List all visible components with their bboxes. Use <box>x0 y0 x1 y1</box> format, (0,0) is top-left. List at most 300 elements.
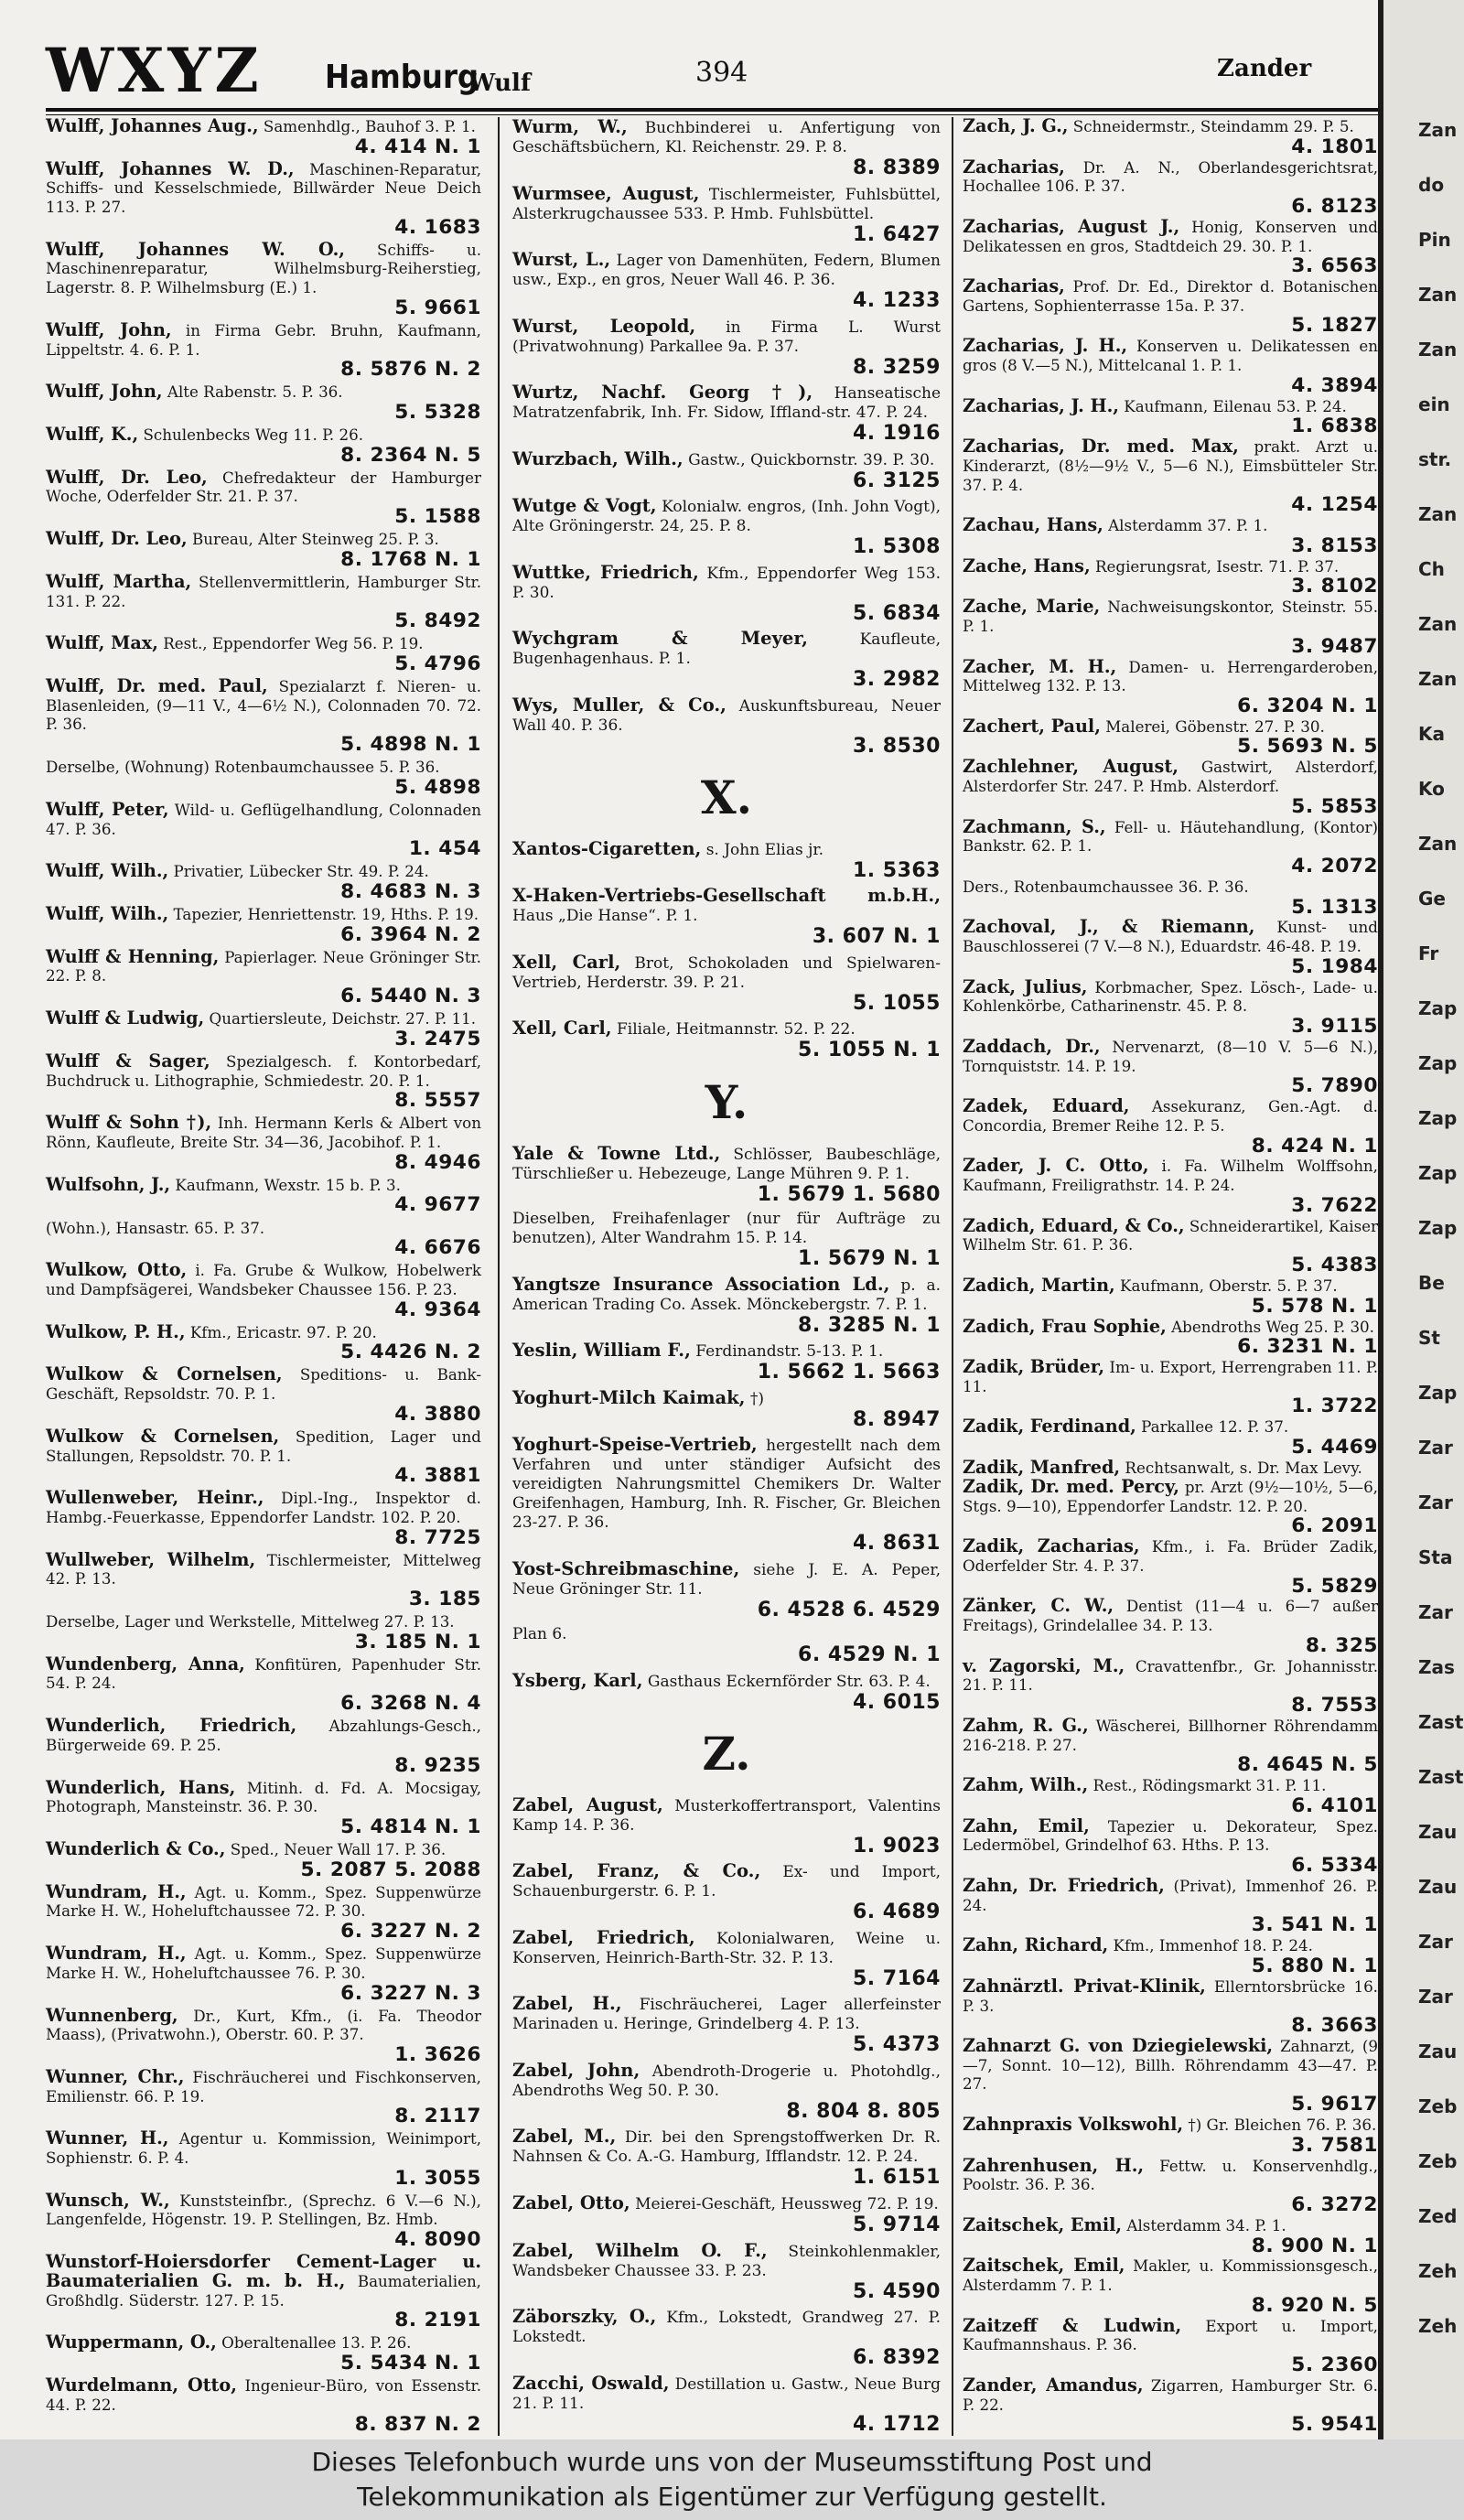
listing-entry <box>46 1052 481 1112</box>
entry-details: Schneidermstr., Steindamm 29. P. 5. <box>1072 117 1354 135</box>
guide-word-right: Zander <box>1217 55 1312 82</box>
entry-phone: 4. 3881 <box>394 1464 481 1488</box>
entry-details: in Firma L. Wurst (Privatwohnung) Parkallee 9a. P. 37. <box>512 318 941 356</box>
entry-details: Abendroth-Drogerie u. Photohdlg., Abendroths Weg 50. P. 30. <box>512 2062 941 2100</box>
entry-phone: 3. 2475 <box>394 1027 481 1050</box>
entry-details: Cravattenfbr., Gr. Johannisstr. 21. P. 11. <box>963 1656 1378 1695</box>
entry-name: Zadich, Eduard, & Co., <box>963 1214 1185 1236</box>
entry-phone: 6. 3272 <box>1291 2192 1378 2216</box>
entry-phone: 6. 3964 N. 2 <box>340 922 481 946</box>
entry-details: Rest., Eppendorfer Weg 56. P. 19. <box>163 634 424 653</box>
listing-entry <box>46 1009 481 1050</box>
entry-details: Damen- u. Herrengarderoben, Mittelweg 132. P. 13. <box>963 657 1378 695</box>
entry-details: p. a. American Trading Co. Assek. Mönckebergstr. 7. P. 1. <box>512 1276 942 1314</box>
entry-details: Kaufmann, Oberstr. 5. P. 37. <box>1120 1276 1338 1295</box>
entry-name: Zacharias, August J., <box>963 215 1180 237</box>
entry-details: Regierungsrat, Isestr. 71. P. 37. <box>1094 556 1340 576</box>
entry-details: Alte Rabenstr. 5. P. 36. <box>167 382 343 402</box>
footer-line-1: Dieses Telefonbuch wurde uns von der Museumsstiftung Post und <box>311 2447 1153 2477</box>
edge-text-fragment: Sta <box>1418 1546 1453 1568</box>
listing-entry <box>963 1714 1379 1777</box>
listing-entry <box>512 382 941 445</box>
listing-entry <box>512 2307 941 2369</box>
listing-entry <box>46 677 481 756</box>
listing-entry <box>963 918 1378 977</box>
entry-details: Nervenarzt, (8—10 V. 5—6 N.), Tornquiststr. 14. P. 19. <box>963 1037 1379 1075</box>
listing-entry <box>46 798 481 861</box>
entry-phone: 5. 1313 <box>1291 895 1378 919</box>
entry-phone: 4. 3894 <box>1291 373 1378 397</box>
entry-phone: 8. 3663 <box>1291 2014 1378 2038</box>
entry-phone: 6. 8392 <box>852 2346 941 2370</box>
listing-entry <box>512 1018 941 1061</box>
entry-details: Tapezier u. Dekorateur, Spez. Ledermöbel, Grindelhof 63. Hths. P. 13. <box>963 1816 1378 1855</box>
listing-entry <box>512 449 941 492</box>
listing-entry <box>512 496 941 558</box>
entry-name: Wulff, Wilh., <box>46 860 169 882</box>
entry-phone: 8. 2191 <box>394 2309 481 2332</box>
entry-phone: 4. 414 N. 1 <box>354 135 481 158</box>
entry-details: Buchbinderei u. Anfertigung von Geschäftsbüchern, Kl. Reichenstr. 29. P. 8. <box>512 119 942 156</box>
listing-entry <box>46 530 481 570</box>
footer-line-2: Telekommunikation als Eigentümer zur Verfügung gestellt. <box>357 2482 1107 2512</box>
entry-phone: 6. 4529 N. 1 <box>798 1643 941 1667</box>
entry-name: Zaitschek, Emil, <box>963 2213 1123 2235</box>
listing-entry <box>512 1559 941 1621</box>
entry-name: Xantos-Cigaretten, <box>512 837 702 859</box>
entry-phone: 6. 3204 N. 1 <box>1237 694 1378 717</box>
entry-name: Zahm, R. G., <box>963 1714 1089 1736</box>
section-heading: Y. <box>705 1074 748 1129</box>
entry-name: Zadik, Ferdinand, <box>963 1416 1136 1438</box>
entry-phone: 3. 7622 <box>1291 1193 1378 1217</box>
entry-name: Zacher, M. H., <box>963 655 1117 677</box>
listing-entry <box>46 1489 481 1548</box>
entry-name: Xell, Carl, <box>512 1018 612 1039</box>
listing-entry <box>46 1114 481 1173</box>
listing-entry <box>963 815 1378 878</box>
listing-entry <box>963 1417 1378 1458</box>
entry-details: Spezialgesch. f. Kontorbedarf, Buchdruck u. Lithographie, Schmiedestr. 20. P. 1. <box>46 1051 481 1090</box>
entry-details: Agentur u. Kommission, Weinimport, Sophienstr. 6. P. 4. <box>46 2129 481 2168</box>
entry-phone: 5. 8492 <box>394 609 481 633</box>
entry-name: Wulkow, P. H., <box>46 1320 186 1342</box>
entry-details: Kfm., Eppendorfer Weg 153. P. 30. <box>512 564 942 602</box>
entry-phone: 3. 8153 <box>1291 533 1378 557</box>
entry-name: Wunstorf-Hoiersdorfer Cement-Lager u. Baumaterialien G. m. b. H., <box>46 2251 481 2291</box>
entry-name: Zabel, M., <box>512 2126 617 2148</box>
entry-phone: 8. 900 N. 1 <box>1251 2234 1378 2257</box>
entry-name: Zach, J. G., <box>963 115 1069 136</box>
entry-details: Nachweisungskontor, Steinstr. 55. P. 1. <box>963 598 1378 635</box>
listing-entry <box>963 2314 1378 2377</box>
edge-text-fragment: Ka <box>1418 723 1445 745</box>
entry-details: Sped., Neuer Wall 17. P. 36. <box>230 1840 447 1859</box>
listing-entry <box>963 557 1378 598</box>
entry-details: Dr., Kurt, Kfm., (i. Fa. Theodor Maass), (Privatwohn.), Oberstr. 60. P. 37. <box>46 2006 481 2044</box>
entry-name: Zahn, Dr. Friedrich, <box>963 1875 1165 1897</box>
listing-entry <box>512 953 941 1015</box>
entry-details: Kolonialwaren, Weine u. Konserven, Heinrich-Barth-Str. 32. P. 13. <box>512 1929 941 1967</box>
entry-phone: 1. 3626 <box>394 2042 481 2066</box>
entry-phone: 6. 5440 N. 3 <box>340 985 481 1008</box>
entry-name: Zabel, Franz, & Co., <box>512 1860 761 1882</box>
listing-entry <box>963 2116 1378 2156</box>
entry-name: Wurtz, Nachf. Georg †), <box>512 382 813 404</box>
entry-phone: 5. 1827 <box>1291 314 1378 338</box>
listing-entry <box>512 2193 941 2236</box>
entry-name: Wulff, Max, <box>46 632 158 654</box>
entry-name: Yale & Towne Ltd., <box>512 1142 721 1164</box>
listing-entry <box>512 2061 941 2123</box>
entry-name: Wunner, H., <box>46 2127 169 2149</box>
entry-phone: 6. 4101 <box>1291 1793 1378 1817</box>
entry-details: Fell- u. Häutehandlung, (Kontor) Bankstr. 62. P. 1. <box>963 817 1378 856</box>
entry-details: Oberaltenallee 13. P. 26. <box>221 2333 412 2353</box>
entry-details: Gastw., Quickbornstr. 39. P. 30. <box>688 450 935 469</box>
entry-phone: 4. 1683 <box>394 215 481 239</box>
listing-entry <box>512 2374 941 2436</box>
entry-phone: 5. 6834 <box>852 601 941 625</box>
entry-details: Schiffs- u. Maschinenreparatur, Wilhelmsburg-Reiherstieg, Lagerstr. 8. P. Wilhelmsburg (E.) 1. <box>46 240 482 297</box>
entry-phone: 6. 3125 <box>852 468 941 492</box>
entry-details: Prof. Dr. Ed., Direktor d. Botanischen Gartens, Sophienterrasse 15a. P. 37. <box>963 277 1378 315</box>
entry-name: Wychgram & Meyer, <box>512 628 808 650</box>
column-divider <box>498 117 500 2436</box>
edge-text-fragment: str. <box>1418 448 1452 470</box>
entry-details: Hanseatische Matratzenfabrik, Inh. Fr. Sidow, Iffland-str. 47. P. 24. <box>512 384 942 423</box>
entry-details: pr. Arzt (9½—10½, 5—6, Stgs. 9—10), Eppendorfer Landstr. 12. P. 20. <box>963 1477 1378 1515</box>
listing-entry <box>46 2189 481 2252</box>
listing-entry <box>963 1459 1378 1478</box>
edge-text-fragment: Zeb <box>1418 2095 1458 2117</box>
listing-entry <box>512 1994 941 2056</box>
listing-entry <box>46 1427 481 1487</box>
listing-entry <box>46 1320 481 1364</box>
entry-name: Zacchi, Oswald, <box>512 2372 670 2394</box>
entry-phone: 1. 3055 <box>394 2166 481 2190</box>
entry-name: Zacharias, J. H., <box>963 394 1119 416</box>
city-title: Hamburg <box>325 59 479 96</box>
edge-text-fragment: Fr <box>1418 942 1439 964</box>
listing-entry <box>46 1365 481 1425</box>
entry-phone: 8. 7553 <box>1291 1694 1378 1717</box>
entry-name: Zabel, Friedrich, <box>512 1926 695 1948</box>
listing-entry <box>963 117 1378 157</box>
entry-details: Papierlager. Neue Gröninger Str. 22. P. 8. <box>46 947 481 985</box>
entry-details: Wäscherei, Billhorner Röhrendamm 216-218. P. 27. <box>963 1716 1379 1754</box>
entry-name: Wutge & Vogt, <box>512 495 657 517</box>
edge-text-fragment: Zan <box>1418 284 1458 306</box>
entry-phone: 3. 6563 <box>1291 254 1378 278</box>
entry-phone: 1. 6427 <box>852 222 941 246</box>
entry-phone: 5. 4814 N. 1 <box>340 1815 481 1838</box>
entry-phone: 4. 6015 <box>852 1690 941 1714</box>
entry-details: Zigarren, Hamburger Str. 6. P. 22. <box>963 2375 1378 2414</box>
listing-entry <box>46 1717 481 1776</box>
entry-details: Konserven u. Delikatessen en gros (8 V.—5 N.), Mittelcanal 1. P. 1. <box>963 337 1378 374</box>
listing-entry <box>46 1612 481 1653</box>
edge-text-fragment: Zap <box>1418 1382 1458 1404</box>
listing-entry <box>963 1977 1378 2037</box>
entry-details: Abzahlungs-Gesch., Bürgerweide 69. P. 25. <box>46 1717 481 1754</box>
entry-details: Dentist (11—4 u. 6—7 außer Freitags), Grindelallee 34. P. 13. <box>963 1597 1378 1635</box>
entry-name: Wulff & Sohn †), <box>46 1112 212 1134</box>
entry-details: Derselbe, (Wohnung) Rotenbaumchaussee 5. P. 36. <box>46 758 440 777</box>
entry-name: Wulff, John, <box>46 318 172 340</box>
entry-name: Zacharias, <box>963 156 1065 178</box>
entry-details: †) <box>749 1389 764 1408</box>
listing-entry <box>46 425 481 466</box>
entry-details: Derselbe, Lager und Werkstelle, Mittelweg 27. P. 13. <box>46 1612 455 1632</box>
entry-details: †) Gr. Bleichen 76. P. 36. <box>1188 2116 1377 2135</box>
edge-text-fragment: Zar <box>1418 1601 1453 1623</box>
entry-details: Ex- und Import, Schauenburgerstr. 6. P. 1. <box>512 1863 941 1901</box>
listing-entry <box>963 758 1378 817</box>
listing-entry <box>46 570 481 633</box>
listing-entry <box>512 1210 941 1270</box>
entry-details: Tapezier, Henriettenstr. 19, Hths. P. 19. <box>173 905 479 924</box>
listing-entry <box>963 878 1378 918</box>
listing-entry <box>46 1880 481 1944</box>
entry-name: Zadich, Martin, <box>963 1274 1115 1296</box>
listing-entry <box>512 117 941 179</box>
entry-phone: 4. 8090 <box>394 2228 481 2252</box>
entry-name: Zadich, Frau Sophie, <box>963 1315 1167 1337</box>
entry-name: Ysberg, Karl, <box>512 1669 643 1691</box>
listing-entry <box>963 1214 1379 1277</box>
entry-phone: 6. 3227 N. 3 <box>340 1981 481 2005</box>
entry-phone: 8. 4946 <box>394 1150 481 1174</box>
listing-entry <box>963 1597 1378 1656</box>
entry-phone: 6. 4689 <box>852 1901 941 1924</box>
entry-name: Zader, J. C. Otto, <box>963 1155 1149 1177</box>
entry-name: Wulff, Dr. Leo, <box>46 528 188 550</box>
edge-text-fragment: Zar <box>1418 1931 1453 1953</box>
edge-text-fragment: Zeb <box>1418 2150 1458 2172</box>
entry-phone: 8. 3285 N. 1 <box>798 1313 941 1337</box>
entry-phone: 6. 3227 N. 2 <box>340 1920 481 1944</box>
entry-phone: 5. 578 N. 1 <box>1251 1294 1378 1318</box>
listing-entry <box>963 337 1378 396</box>
listing-entry <box>512 184 941 246</box>
entry-phone: 5. 4383 <box>1291 1254 1378 1277</box>
listing-column-1 <box>46 117 490 2436</box>
edge-text-fragment: Zap <box>1418 1217 1458 1239</box>
listing-entry <box>963 2213 1378 2257</box>
listing-entry <box>963 1157 1378 1216</box>
entry-phone: 8. 1768 N. 1 <box>340 547 481 571</box>
entry-phone: 5. 4898 N. 1 <box>340 733 481 757</box>
listing-entry <box>46 1944 481 2004</box>
entry-details: Assekuranz, Gen.-Agt. d. Concordia, Bremer Reihe 12. P. 5. <box>963 1097 1378 1135</box>
entry-phone: 5. 4373 <box>852 2033 941 2057</box>
edge-text-fragment: Ge <box>1418 888 1446 910</box>
entry-details: Malerei, Göbenstr. 27. P. 30. <box>1105 716 1325 736</box>
entry-phone: 8. 4645 N. 5 <box>1237 1753 1378 1777</box>
listing-entry <box>512 1388 941 1431</box>
entry-details: Auskunftsbureau, Neuer Wall 40. P. 36. <box>512 696 941 735</box>
listing-entry <box>512 2127 941 2189</box>
entry-name: Wulff, Peter, <box>46 798 169 820</box>
entry-details: Fischräucherei und Fischkonserven, Emilienstr. 66. P. 19. <box>46 2068 481 2105</box>
entry-phone: 1. 5679 1. 5680 <box>757 1182 941 1206</box>
listing-entry <box>512 1861 941 1923</box>
entry-details: Schneiderartikel, Kaiser Wilhelm Str. 61. P. 36. <box>963 1216 1379 1255</box>
entry-details: Musterkoffertransport, Valentins Kamp 14. P. 36. <box>512 1796 941 1835</box>
entry-name: Wundenberg, Anna, <box>46 1653 245 1675</box>
listing-entry <box>46 382 481 423</box>
entry-phone: 5. 1055 N. 1 <box>798 1039 941 1062</box>
entry-name: v. Zagorski, M., <box>963 1654 1125 1676</box>
entry-name: Zahm, Wilh., <box>963 1774 1089 1796</box>
entry-phone: 5. 4898 <box>394 775 481 799</box>
entry-phone: 5. 5328 <box>394 400 481 424</box>
listing-entry <box>46 238 482 319</box>
entry-phone: 4. 1233 <box>852 289 941 313</box>
entry-phone: 6. 5334 <box>1291 1854 1378 1878</box>
edge-text-fragment: Zan <box>1418 668 1458 690</box>
entry-name: Wunderlich & Co., <box>46 1838 226 1860</box>
entry-name: Zabel, H., <box>512 1993 622 2015</box>
entry-phone: 5. 5434 N. 1 <box>340 2351 481 2375</box>
edge-text-fragment: Zap <box>1418 1052 1458 1074</box>
entry-phone: 5. 1588 <box>394 505 481 529</box>
entry-name: Zacharias, Dr. med. Max, <box>963 436 1239 458</box>
entry-details: Spedition, Lager und Stallungen, Repsoldstr. 70. P. 1. <box>46 1427 481 1465</box>
entry-details: Meierei-Geschäft, Heussweg 72. P. 19. <box>635 2195 939 2213</box>
edge-text-fragment: Zar <box>1418 1986 1453 2008</box>
entry-name: Wulkow & Cornelsen, <box>46 1363 283 1385</box>
entry-name: Zahnarzt G. von Dziegielewski, <box>963 2035 1274 2057</box>
entry-phone: 5. 9661 <box>394 296 481 319</box>
listing-entry <box>46 758 481 798</box>
entry-phone: 8. 7725 <box>394 1525 481 1549</box>
entry-phone: 8. 5876 N. 2 <box>340 358 481 382</box>
entry-phone: 6. 4528 6. 4529 <box>757 1598 941 1621</box>
listing-entry <box>963 1776 1378 1816</box>
entry-phone: 4. 3880 <box>394 1402 481 1426</box>
entry-details: Kfm., i. Fa. Brüder Zadik, Oderfelder Str. 4. P. 37. <box>963 1537 1378 1575</box>
listing-entry <box>512 839 941 882</box>
listing-entry <box>512 886 941 948</box>
entry-phone: 1. 5363 <box>852 858 941 882</box>
entry-details: i. Fa. Wilhelm Wolffsohn, Kaufmann, Freiligrathstr. 14. P. 24. <box>963 1157 1378 1195</box>
entry-details: Fischräucherei, Lager allerfeinster Marinaden u. Heringe, Grindelberg 4. P. 13. <box>512 1996 941 2034</box>
entry-phone: 4. 8631 <box>852 1532 941 1556</box>
entry-details: Agt. u. Komm., Spez. Suppenwürze Marke H. W., Hoheluftchaussee 72. P. 30. <box>46 1882 481 1921</box>
listing-entry <box>46 2004 481 2066</box>
entry-phone: 5. 4469 <box>1291 1436 1378 1459</box>
entry-details: Tischlermeister, Fuhlsbüttel, Alsterkrugchaussee 533. P. Hmb. Fuhlsbüttel. <box>512 185 941 223</box>
edge-text-fragment: St <box>1418 1327 1440 1349</box>
entry-phone: 4. 9364 <box>394 1298 481 1321</box>
entry-phone: 5. 9714 <box>852 2213 941 2236</box>
entry-phone: 5. 5693 N. 5 <box>1237 735 1378 759</box>
edge-text-fragment: Zast <box>1418 1711 1464 1733</box>
listing-entry <box>46 1776 481 1838</box>
entry-details: siehe J. E. A. Peper, Neue Gröninger Str. 11. <box>512 1560 941 1599</box>
entry-details: Alsterdamm 34. P. 1. <box>1126 2215 1286 2235</box>
entry-name: Wuttke, Friedrich, <box>512 561 699 583</box>
listing-entry <box>46 1655 481 1715</box>
entry-phone: 5. 5853 <box>1291 794 1378 818</box>
entry-name: Wuppermann, O., <box>46 2332 217 2353</box>
entry-details: Kaufleute, Bugenhagenhaus. P. 1. <box>512 630 941 669</box>
entry-details: (Wohn.), Hansastr. 65. P. 37. <box>46 1218 265 1237</box>
entry-phone: 1. 5662 1. 5663 <box>757 1361 941 1384</box>
entry-phone: 1. 5308 <box>852 535 941 559</box>
entry-details: Alsterdamm 37. P. 1. <box>1108 516 1268 535</box>
entry-name: Zache, Hans, <box>963 555 1091 576</box>
entry-details: Privatier, Lübecker Str. 49. P. 24. <box>173 862 429 881</box>
entry-name: Wulff, John, <box>46 381 163 403</box>
listing-entry <box>963 2037 1378 2116</box>
entry-phone: 5. 4796 <box>394 652 481 675</box>
listing-entry <box>963 975 1378 1039</box>
listing-entry <box>46 117 481 157</box>
entry-details: Parkallee 12. P. 37. <box>1141 1417 1289 1437</box>
entry-details: Bureau, Alter Steinweg 25. P. 3. <box>191 530 439 549</box>
entry-details: Spezialarzt f. Nieren- u. Blasenleiden, (9—11 V., 4—6½ N.), Colonnaden 70. 72. P. 36. <box>46 677 481 734</box>
entry-phone: 6. 8123 <box>1291 194 1378 218</box>
entry-details: Schlösser, Baubeschläge, Türschließer u. Hebezeuge, Lange Mühren 9. P. 1. <box>512 1145 941 1183</box>
edge-text-fragment: Zau <box>1418 2041 1458 2062</box>
entry-phone: 4. 2072 <box>1291 854 1378 878</box>
edge-text-fragment: Zeh <box>1418 2315 1458 2337</box>
entry-details: Lager von Damenhüten, Federn, Blumen usw., Exp., en gros, Neuer Wall 46. P. 36. <box>512 252 941 290</box>
entry-phone: 1. 5679 N. 1 <box>798 1247 941 1271</box>
entry-details: hergestellt nach dem Verfahren und unter ständiger Aufsicht des vereidigten Nahrungsmittel Chemikers Dr. Walter Greifenhagen, Hamburg, Inh. R. Fischer, Gr. Bleichen 23-27. P. 36. <box>512 1437 942 1533</box>
listing-entry <box>963 1035 1379 1098</box>
listing-column-2 <box>505 117 950 2436</box>
listing-entry <box>46 2129 481 2189</box>
entry-details: Kfm., Lokstedt, Grandweg 27. P. Lokstedt. <box>512 2309 941 2347</box>
entry-details: Kfm., Ericastr. 97. P. 20. <box>189 1322 377 1341</box>
edge-text-fragment: Zap <box>1418 997 1458 1019</box>
entry-details: Dieselben, Freihafenlager (nur für Aufträge zu benutzen), Alter Wandrahm 15. P. 14. <box>512 1210 941 1248</box>
edge-text-fragment: Zar <box>1418 1492 1453 1513</box>
entry-name: Wurdelmann, Otto, <box>46 2375 237 2396</box>
entry-phone: 8. 2364 N. 5 <box>340 443 481 467</box>
listing-entry <box>512 1671 941 1714</box>
entry-name: Wulkow & Cornelsen, <box>46 1425 280 1447</box>
listing-entry <box>963 1936 1378 1976</box>
entry-name: Wulff, Johannes W. D., <box>46 157 295 179</box>
entry-details: Dipl.-Ing., Inspektor d. Hambg.-Feuerkasse, Eppendorfer Landstr. 102. P. 20. <box>46 1489 481 1526</box>
entry-details: prakt. Arzt u. Kinderarzt, (8½—9½ V., 5—6 N.), Eimsbütteler Str. 37. P. 4. <box>963 437 1379 494</box>
edge-text-fragment: do <box>1418 174 1445 196</box>
entry-name: Zachert, Paul, <box>963 715 1101 737</box>
edge-text-fragment: Ko <box>1418 778 1445 800</box>
listing-entry <box>963 1358 1378 1417</box>
listing-entry <box>46 634 481 674</box>
entry-name: Wundram, H., <box>46 1943 187 1965</box>
listing-entry <box>512 695 941 758</box>
entry-details: Haus „Die Hanse“. P. 1. <box>512 907 698 926</box>
entry-name: Zander, Amandus, <box>963 2374 1144 2396</box>
entry-name: Zache, Marie, <box>963 596 1101 618</box>
entry-details: Baumaterialien, Großhdlg. Süderstr. 127. P. 15. <box>46 2271 481 2310</box>
entry-phone: 3. 2982 <box>852 668 941 692</box>
entry-details: Korbmacher, Spez. Lösch-, Lade- u. Kohlenkörbe, Catharinenstr. 45. P. 8. <box>963 977 1378 1016</box>
section-letters: WXYZ <box>46 35 263 106</box>
entry-phone: 5. 4590 <box>852 2279 941 2303</box>
entry-details: s. John Elias jr. <box>705 840 824 859</box>
edge-text-fragment: Ch <box>1418 558 1445 580</box>
entry-name: Wurst, Leopold, <box>512 315 696 337</box>
entry-details: Agt. u. Komm., Spez. Suppenwürze Marke H. W., Hoheluftchaussee 76. P. 30. <box>46 1944 481 1982</box>
